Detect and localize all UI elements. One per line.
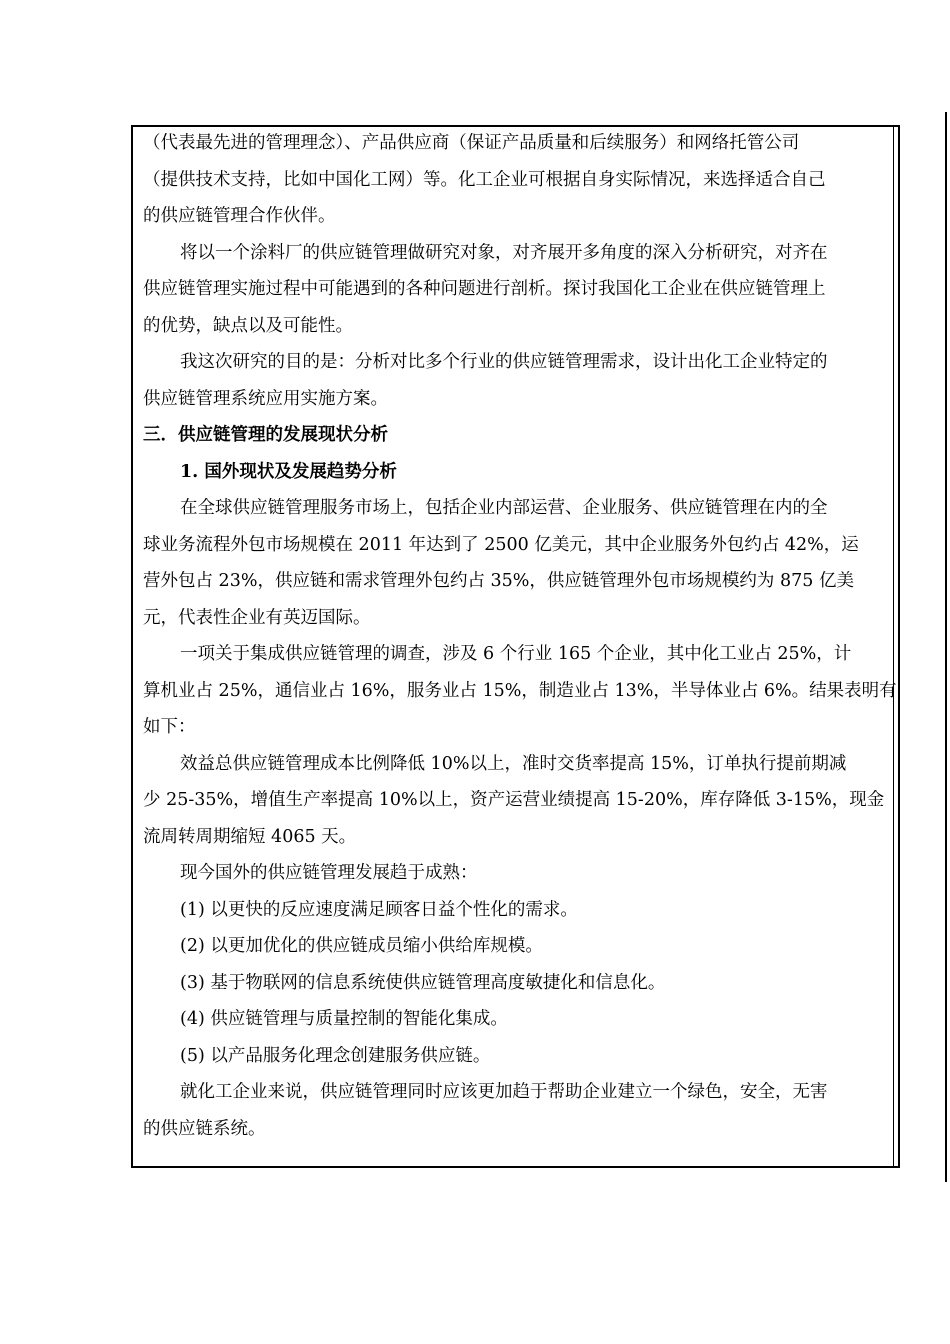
text-line: 如下：	[143, 717, 196, 737]
table-inner-border	[893, 127, 894, 1166]
text-line: (2) 以更加优化的供应链成员缩小供给库规模。	[180, 936, 543, 956]
document-body	[143, 125, 897, 1147]
section-heading: 三．供应链管理的发展现状分析	[143, 425, 388, 445]
text-line: 供应链管理系统应用实施方案。	[143, 388, 388, 409]
text-line: 就化工企业来说，供应链管理同时应该更加趋于帮助企业建立一个绿色，安全，无害	[180, 1082, 828, 1102]
text-line: 供应链管理实施过程中可能遇到的各种问题进行剖析。探讨我国化工企业在供应链管理上	[143, 279, 826, 299]
text-line: 的优势，缺点以及可能性。	[143, 315, 353, 336]
text-line: 一项关于集成供应链管理的调查，涉及 6 个行业 165 个企业，其中化工业占 25%，计	[180, 644, 852, 664]
text-line: 的供应链管理合作伙伴。	[143, 206, 336, 226]
text-line: （提供技术支持，比如中国化工网）等。化工企业可根据自身实际情况，来选择适合自己	[143, 169, 826, 190]
text-line: (5) 以产品服务化理念创建服务供应链。	[180, 1045, 491, 1066]
text-line: 现今国外的供应链管理发展趋于成熟：	[180, 863, 478, 883]
section-heading: 1. 国外现状及发展趋势分析	[180, 461, 397, 482]
text-line: 效益总供应链管理成本比例降低 10%以上，准时交货率提高 15%，订单执行提前期减	[180, 753, 847, 774]
text-line: 营外包占 23%，供应链和需求管理外包约占 35%，供应链管理外包市场规模约为 875 亿美	[143, 571, 854, 591]
text-line: (4) 供应链管理与质量控制的智能化集成。	[180, 1009, 508, 1029]
text-line: 流周转周期缩短 4065 天。	[143, 826, 357, 847]
text-line: (3) 基于物联网的信息系统使供应链管理高度敏捷化和信息化。	[180, 972, 666, 993]
text-line: （代表最先进的管理理念）、产品供应商（保证产品质量和后续服务）和网络托管公司	[143, 133, 800, 153]
page-edge-line	[945, 112, 947, 1182]
text-line: 我这次研究的目的是：分析对比多个行业的供应链管理需求，设计出化工企业特定的	[180, 352, 828, 372]
text-line: 在全球供应链管理服务市场上，包括企业内部运营、企业服务、供应链管理在内的全	[180, 498, 828, 518]
text-line: 将以一个涂料厂的供应链管理做研究对象，对齐展开多角度的深入分析研究，对齐在	[180, 242, 828, 263]
text-line: 球业务流程外包市场规模在 2011 年达到了 2500 亿美元，其中企业服务外包约占 42%，运	[143, 534, 859, 555]
text-line: 的供应链系统。	[143, 1118, 266, 1139]
text-line: 少 25-35%，增值生产率提高 10%以上，资产运营业绩提高 15-20%，库存降低 3-15%，现金	[143, 790, 885, 810]
text-line: 元，代表性企业有英迈国际。	[143, 607, 371, 628]
text-line: (1) 以更快的反应速度满足顾客日益个性化的需求。	[180, 899, 578, 920]
text-line: 算机业占 25%，通信业占 16%，服务业占 15%，制造业占 13%，半导体业占 6%。结果表明有	[143, 680, 897, 701]
